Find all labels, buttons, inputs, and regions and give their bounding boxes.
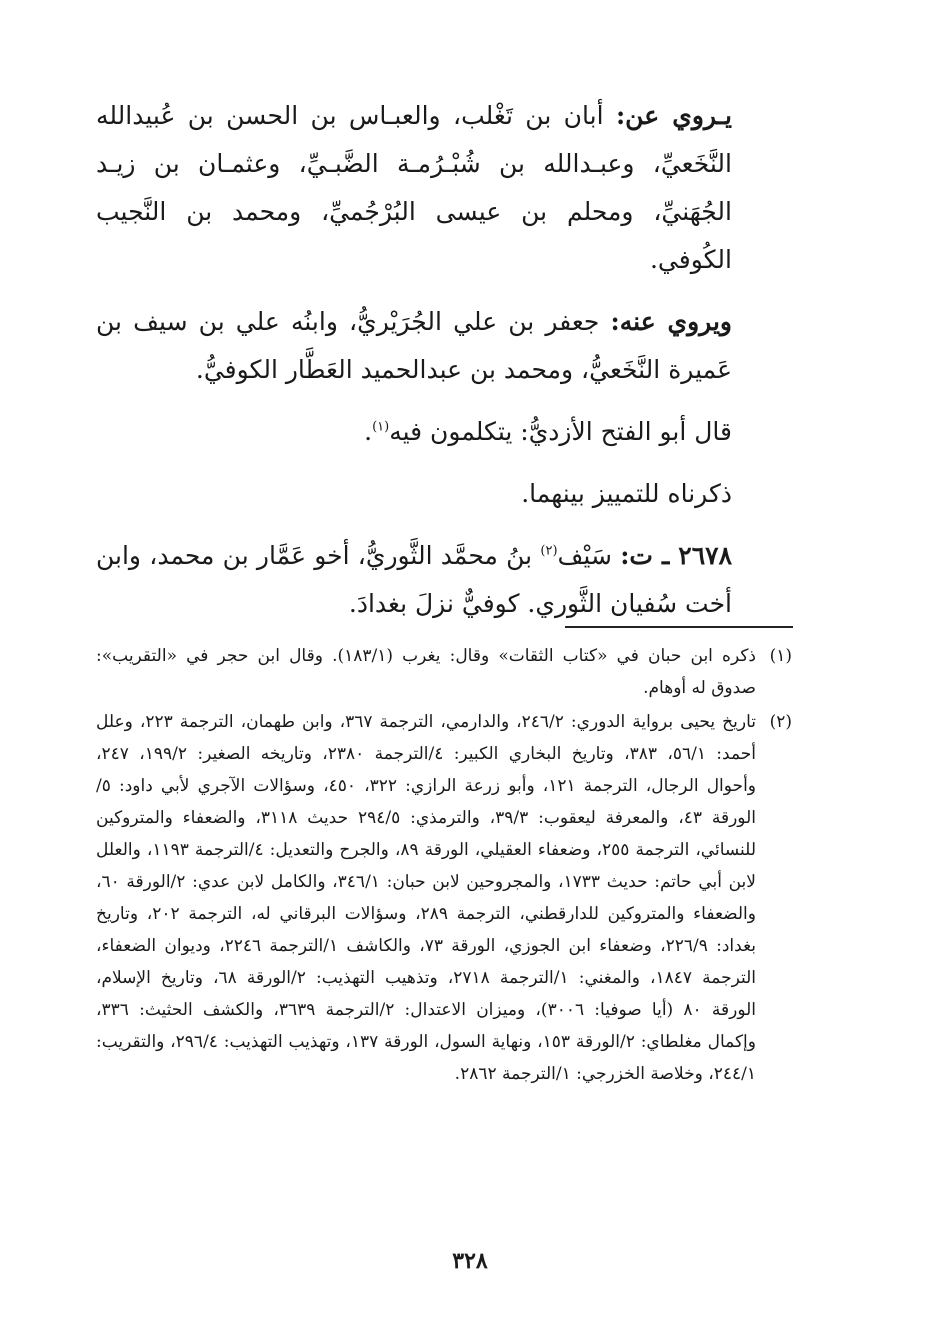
narrated-by-text: جعفر بن علي الجُرَيْريُّ، وابنُه علي بن سيف بن عَميرة النَّخَعيُّ، ومحمد بن عبدالحميد العَطَّار الكوفيُّ.	[96, 307, 732, 384]
footnote-text: ذكره ابن حبان في «كتاب الثقات» وقال: يغرب (١٨٣/١). وقال ابن حجر في «التقريب»: صدوق له أوهام.	[96, 646, 756, 698]
footnote-divider	[565, 626, 793, 628]
footnotes	[96, 640, 792, 1092]
entry-name: سَيْف	[557, 541, 612, 570]
main-text	[96, 92, 792, 642]
azdi-statement-end: .	[364, 417, 373, 446]
footnote-number: (١)	[769, 646, 792, 666]
entry-2678	[96, 532, 792, 628]
footnote-2	[96, 706, 792, 1090]
footnote-number: (٢)	[769, 712, 792, 732]
page-number: ٣٢٨	[452, 1248, 488, 1274]
entry-text: بنُ محمَّد الثَّوريُّ، أخو عَمَّار بن محمد، وابن أخت سُفيان الثَّوري. كوفيٌّ نزلَ بغدادَ.	[96, 541, 732, 618]
footnote-ref-1: (١)	[372, 419, 390, 435]
narrates-from-text: أبان بن تَغْلب، والعبـاس بن الحسن بن عُبيدالله النَّخَعيِّ، وعبـدالله بن شُبْـرُمـة الضَّبـيِّ، وعثمـان بن زيـد الجُهَنيِّ، ومحلم بن عيسى البُرْجُميِّ، ومحمد بن النَّجيب الكُوفي.	[96, 101, 732, 274]
entry-number: ٢٦٧٨ ـ ت:	[620, 541, 733, 570]
distinction-note-text: ذكرناه للتمييز بينهما.	[521, 479, 732, 508]
paragraph-distinction-note	[96, 470, 792, 518]
azdi-statement-text: قال أبو الفتح الأزديُّ: يتكلمون فيه	[389, 417, 732, 446]
paragraph-narrated-by	[96, 298, 792, 394]
footnote-ref-2: (٢)	[540, 543, 558, 559]
paragraph-azdi-statement	[96, 408, 792, 456]
lead-narrates-from: يـروي عن:	[615, 101, 732, 130]
footnote-text: تاريخ يحيى برواية الدوري: ٢٤٦/٢، والدارمي، الترجمة ٣٦٧، وابن طهمان، الترجمة ٢٢٣، وعلل أحمد: ٥٦/١، ٣٨٣، وتاريخ البخاري الكبير: ٤/الترجمة ٢٣٨٠، وتاريخه الصغير: ١٩٩/٢، ٢٤٧، وأحوال الرجال، الترجمة ١٢١، وأبو زرعة الرازي: ٣٢٢، ٤٥٠، وسؤالات الآجري لأبي داود: ٥/الورقة ٤٣، والمعرفة ليعقوب: ٣٩/٣، والترمذي: ٢٩٤/٥ حديث ٣١١٨، والضعفاء والمتروكين للنسائي، الترجمة ٢٥٥، وضعفاء العقيلي، الورقة ٨٩، والجرح والتعديل: ٤/الترجمة ١١٩٣، والعلل لابن أبي حاتم: حديث ١٧٣٣، والمجروحين لابن حبان: ٣٤٦/١، والكامل لابن عدي: ٢/الورقة ٦٠، والضعفاء والمتروكين للدارقطني، الترجمة ٢٨٩، وسؤالات البرقاني له، الترجمة ٢٠٢، وتاريخ بغداد: ٢٢٦/٩، وضعفاء ابن الجوزي، الورقة ٧٣، والكاشف ١/الترجمة ٢٢٤٦، وديوان الضعفاء، الترجمة ١٨٤٧، والمغني: ١/الترجمة ٢٧١٨، وتذهيب التهذيب: ٢/الورقة ٦٨، وتاريخ الإسلام، الورقة ٨٠ (أيا صوفيا: ٣٠٠٦)، وميزان الاعتدال: ٢/الترجمة ٣٦٣٩، والكشف الحثيث: ٣٣٦، وإكمال مغلطاي: ٢/الورقة ١٥٣، ونهاية السول، الورقة ١٣٧، وتهذيب التهذيب: ٢٩٦/٤، والتقريب: ٢٤٤/١، وخلاصة الخزرجي: ١/الترجمة ٢٨٦٢.	[96, 712, 757, 1084]
footnote-1	[96, 640, 792, 704]
paragraph-narrates-from	[96, 92, 792, 284]
lead-narrated-by: ويروي عنه:	[610, 307, 732, 336]
